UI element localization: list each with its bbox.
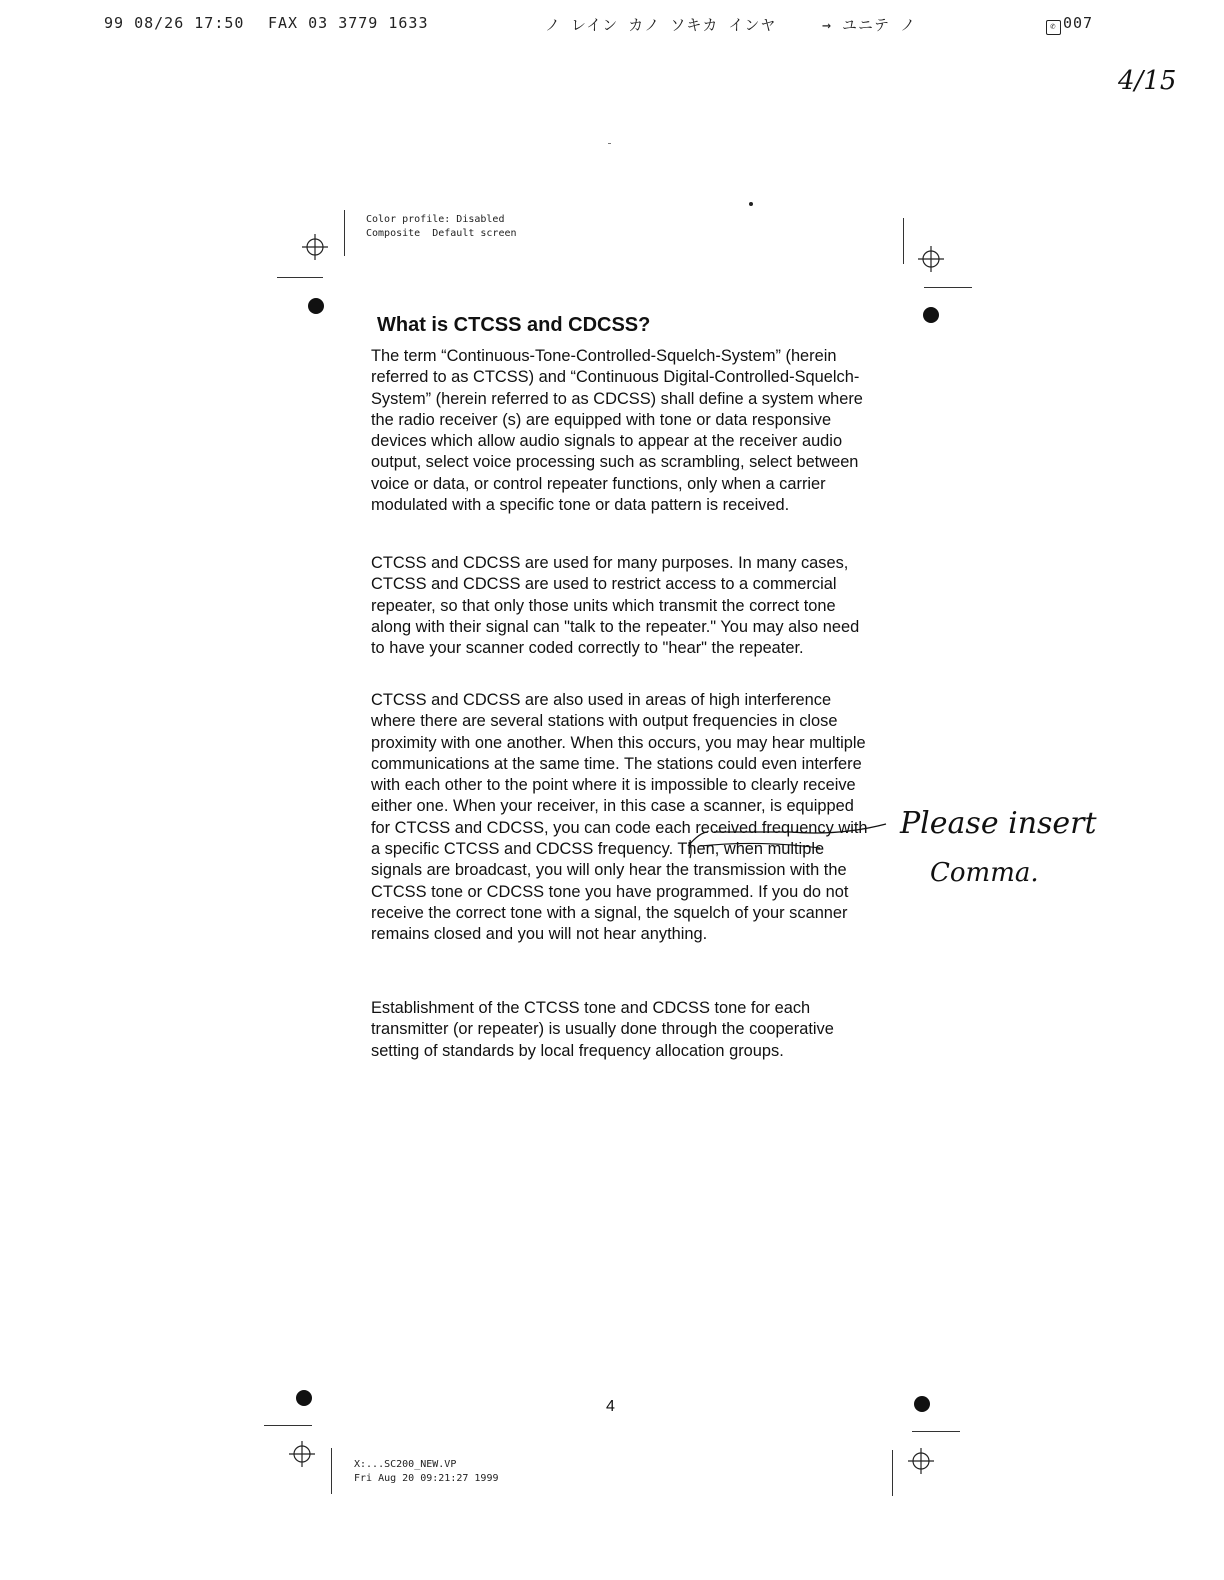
registration-dot-icon <box>914 1396 930 1412</box>
paragraph-purposes: CTCSS and CDCSS are used for many purposes. In many cases, CTCSS and CDCSS are used to restrict access to a commercial repeater, so that only those units which transmit the correct tone along with their signal can "talk to the repeater." You may also need to have your scanner coded correctly to "hear" the repeater. <box>371 554 860 658</box>
crop-mark <box>903 218 904 264</box>
stray-dot <box>749 202 753 206</box>
print-timestamp-text: Fri Aug 20 09:21:27 1999 <box>354 1473 499 1484</box>
fax-sender: ノ レイン カノ ソキカ インヤ <box>545 16 777 34</box>
stray-mark <box>608 143 611 144</box>
print-info-top <box>366 213 517 241</box>
fax-number: FAX 03 3779 1633 <box>268 14 429 32</box>
annotation-please-insert: Please insert <box>900 806 1097 841</box>
page-number: 4 <box>606 1398 615 1415</box>
registration-dot-icon <box>308 298 324 314</box>
annotation-pointer-line <box>660 818 900 862</box>
annotation-comma: Comma. <box>930 858 1039 888</box>
fax-datetime: 99 08/26 17:50 <box>104 14 245 32</box>
crop-mark <box>912 1431 960 1432</box>
file-path-text: X:...SC200_NEW.VP <box>354 1459 457 1470</box>
paragraph-establishment: Establishment of the CTCSS tone and CDCSS tone for each transmitter (or repeater) is usually done through the cooperative setting of standards by local frequency allocation groups. <box>371 999 834 1060</box>
crop-mark <box>892 1450 893 1496</box>
registration-crosshair-icon <box>302 234 328 260</box>
handwritten-page-count: 4/15 <box>1118 66 1177 96</box>
crop-mark <box>924 287 972 288</box>
registration-crosshair-icon <box>908 1448 934 1474</box>
crop-mark <box>344 210 345 256</box>
print-info-bottom <box>354 1458 499 1486</box>
paragraph-interference: CTCSS and CDCSS are also used in areas of high interference where there are several stations with output frequencies in close proximity with one another. When this occurs, you may hear multiple communications at the same time. The stations could even interfere with each other to the point where it is impossible to clearly receive either one. When your receiver, in this case a scanner, is equipped for CTCSS and CDCSS, you can code each received frequency with a specific CTCSS and CDCSS frequency. Then, when multiple signals are broadcast, you will only hear the transmission with the CTCSS tone or CDCSS tone you have programmed. If you do not receive the correct tone with a signal, the squelch of your scanner remains closed and you will not hear anything. <box>371 691 868 944</box>
registration-crosshair-icon <box>289 1441 315 1467</box>
fax-page-code <box>1046 14 1093 35</box>
registration-crosshair-icon <box>918 246 944 272</box>
paragraph-definition: The term “Continuous-Tone-Controlled-Squelch-System” (herein referred to as CTCSS) and “Continuous Digital-Controlled-Squelch-System” (herein referred to as CDCSS) shall define a system where the radio receiver (s) are equipped with tone or data responsive devices which allow audio signals to appear at the receiver audio output, select voice processing such as scrambling, select between voice or data, or control repeater functions, only when a carrier modulated with a specific tone or data pattern is received. <box>371 347 863 515</box>
article-title: What is CTCSS and CDCSS? <box>377 314 651 336</box>
fax-page-icon: ✆ <box>1046 20 1061 35</box>
registration-dot-icon <box>923 307 939 323</box>
fax-page-code-text: 007 <box>1063 14 1094 32</box>
crop-mark <box>264 1425 312 1426</box>
registration-dot-icon <box>296 1390 312 1406</box>
fax-recipient: → ユニテ ノ <box>822 16 917 34</box>
crop-mark <box>277 277 323 278</box>
composite-text: Composite Default screen <box>366 228 517 239</box>
color-profile-text: Color profile: Disabled <box>366 214 505 225</box>
crop-mark <box>331 1448 332 1494</box>
